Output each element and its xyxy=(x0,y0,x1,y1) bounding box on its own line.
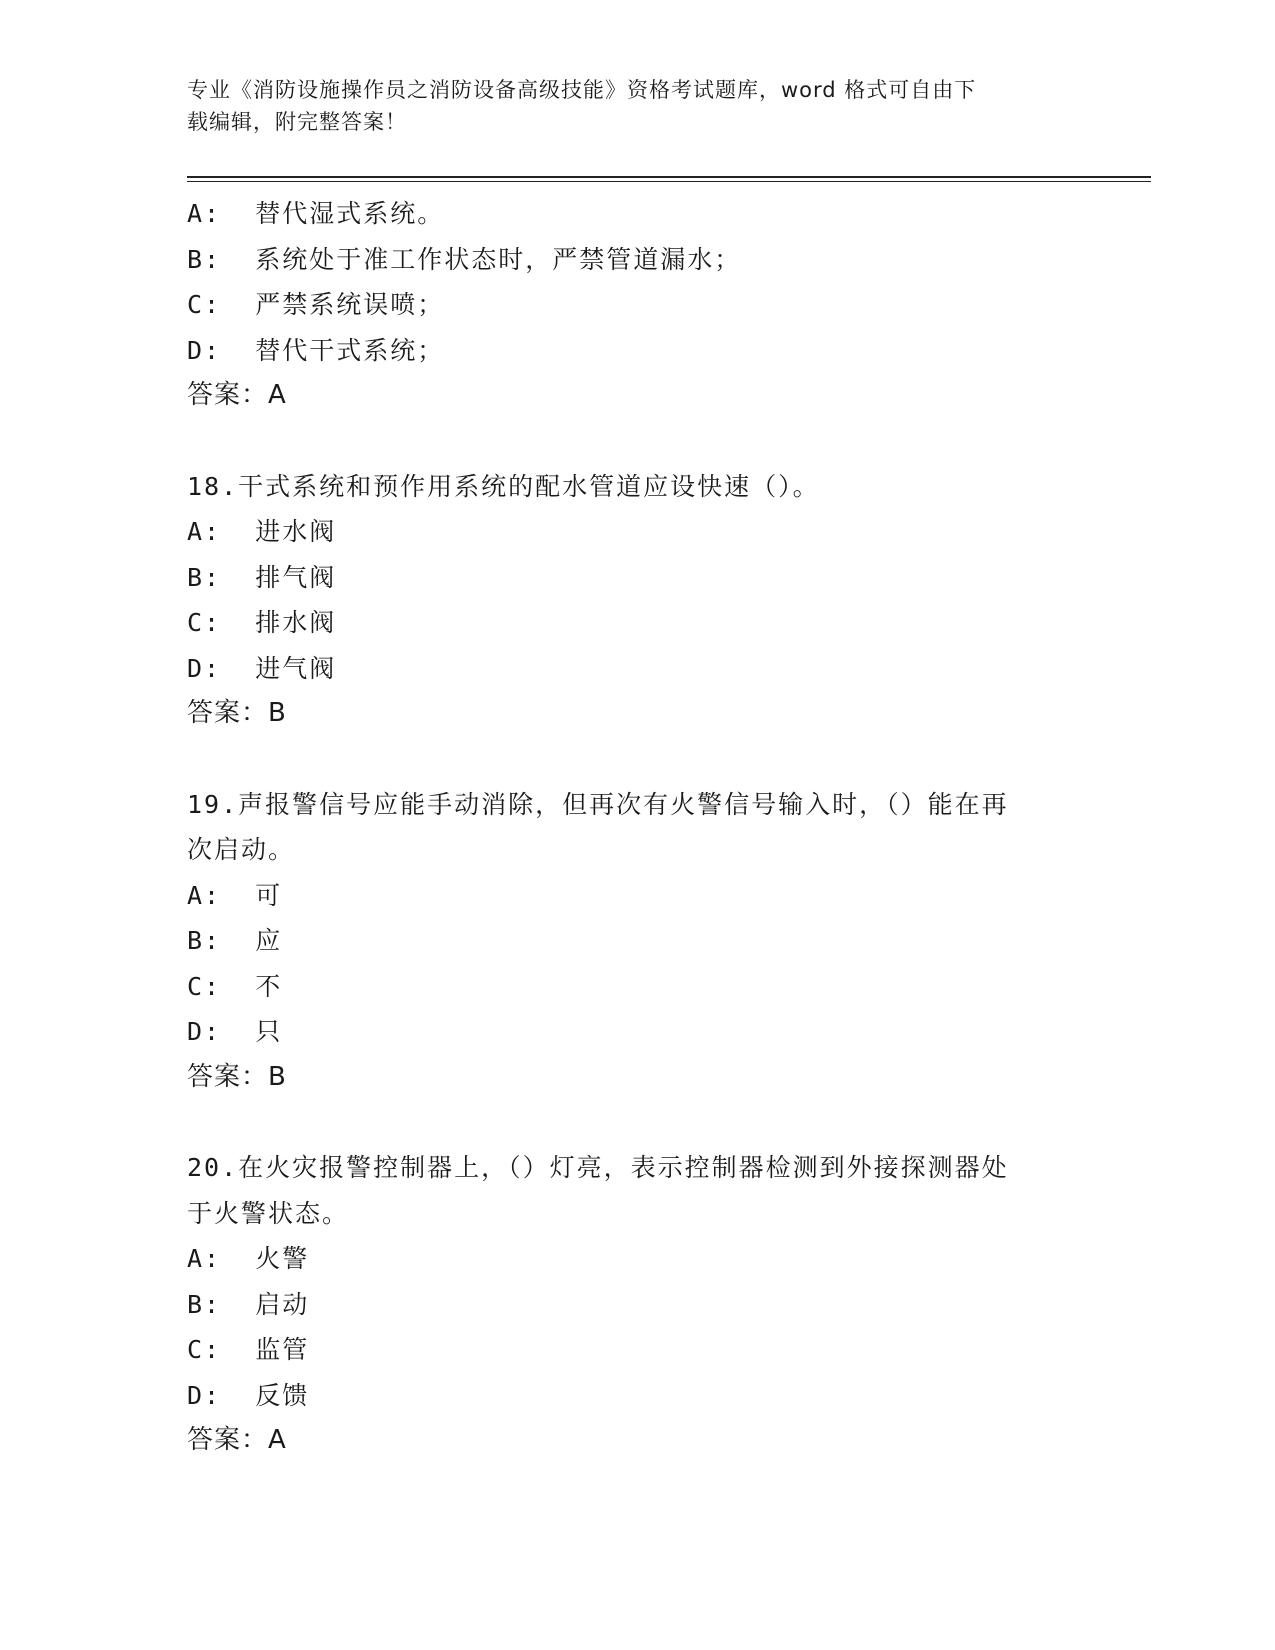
option-b: B: 系统处于准工作状态时，严禁管道漏水； xyxy=(187,244,742,274)
question-block-18 xyxy=(187,464,1067,737)
question-text-line-1: 20.在火灾报警控制器上，（）灯亮，表示控制器检测到外接探测器处 xyxy=(187,1153,1009,1182)
spacer xyxy=(187,737,1067,782)
header-line-1: 专业《消防设施操作员之消防设备高级技能》资格考试题库，word 格式可自由下 xyxy=(187,78,977,102)
answer-line: 答案：B xyxy=(187,1061,287,1092)
question-text-line-2: 次启动。 xyxy=(187,835,296,864)
option-a: A: 可 xyxy=(187,880,283,910)
option-b: B: 启动 xyxy=(187,1289,310,1319)
option-c: C: 严禁系统误喷； xyxy=(187,290,445,319)
question-text-line-2: 于火警状态。 xyxy=(187,1198,350,1228)
header-rule-thick xyxy=(187,176,1151,178)
question-list xyxy=(187,191,1067,1464)
question-block-19 xyxy=(187,782,1067,1101)
question-block-17 xyxy=(187,191,1067,419)
header-rule-thin xyxy=(187,181,1151,182)
question-block-20 xyxy=(187,1145,1067,1464)
option-c: C: 监管 xyxy=(187,1335,310,1364)
answer-line: 答案：A xyxy=(187,380,287,410)
option-c: C: 排水阀 xyxy=(187,608,337,637)
option-b: B: 排气阀 xyxy=(187,562,337,592)
option-c: C: 不 xyxy=(187,971,283,1001)
option-b: B: 应 xyxy=(187,926,283,955)
option-d: D: 替代干式系统； xyxy=(187,335,445,365)
document-header xyxy=(187,74,1067,138)
option-d: D: 进气阀 xyxy=(187,653,337,683)
option-a: A: 火警 xyxy=(187,1244,310,1273)
question-text-line-1: 19.声报警信号应能手动消除，但再次有火警信号输入时，（）能在再 xyxy=(187,789,1009,819)
header-line-2: 载编辑，附完整答案！ xyxy=(187,110,407,134)
option-a: A: 进水阀 xyxy=(187,517,337,546)
spacer xyxy=(187,419,1067,464)
spacer xyxy=(187,1100,1067,1145)
answer-line: 答案：B xyxy=(187,698,287,728)
question-text: 18.干式系统和预作用系统的配水管道应设快速（）。 xyxy=(187,471,820,501)
option-d: D: 只 xyxy=(187,1017,283,1046)
answer-line: 答案：A xyxy=(187,1425,287,1455)
option-d: D: 反馈 xyxy=(187,1380,310,1410)
option-a: A: 替代湿式系统。 xyxy=(187,199,445,228)
